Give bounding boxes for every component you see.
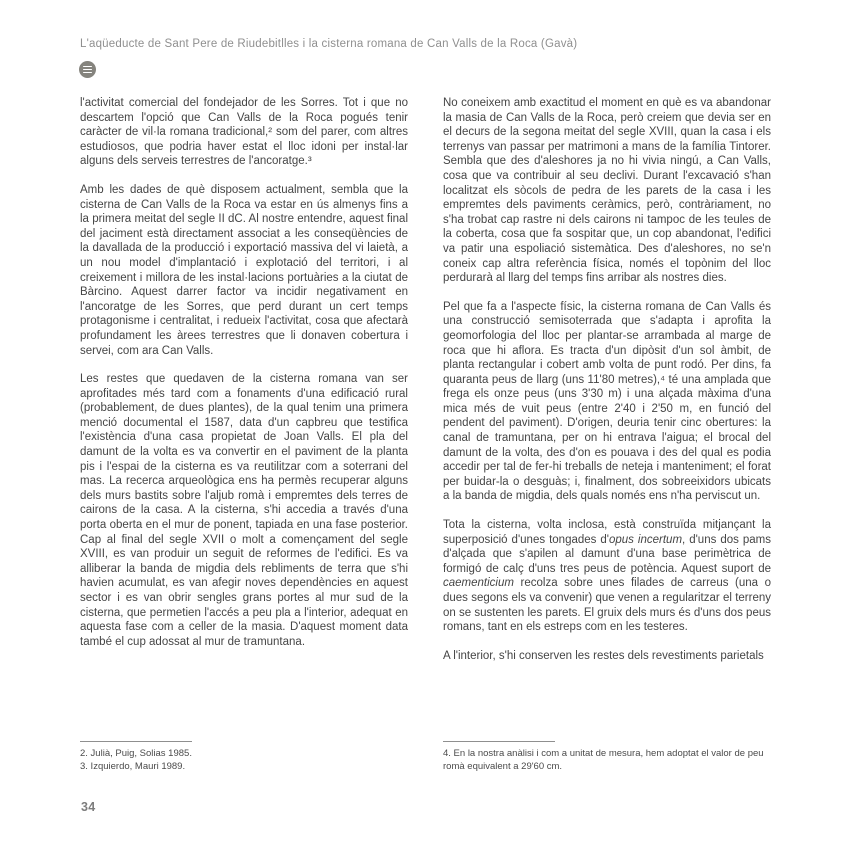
list-icon[interactable] <box>79 61 96 78</box>
paragraph <box>80 372 408 649</box>
list-icon-bar <box>83 72 92 74</box>
italic-term: opus incertum <box>609 533 683 546</box>
running-title: L'aqüeducte de Sant Pere de Riudebitlles i la cisterna romana de Can Valls de la Roca (Gavà) <box>80 38 578 50</box>
text-run: No coneixem amb exactitud el moment en què es va abandonar la masia de Can Valls de la Roca, però creiem que devia ser en el decurs de la segona meitat del segle XVIII, quan la casa i els terrenys van passar per matrimoni a mans de la família Tintorer. Sembla que des d'aleshores ja no hi vivia ningú, a Can Valls, cosa que va contribuir al seu declivi. Durant l'excavació s'han localitzat els sòcols de pedra de les parets de la casa i les empremtes dels paviments ceràmics, però, contràriament, no s'ha trobat cap rastre ni dels cairons ni tampoc de les teules de la coberta, cosa que fa sospitar que, un cop abandonat, l'edifici va patir una espoliació sistemàtica. Des d'aleshores, no se'n coneix cap altra referència física, només el topònim del lloc perdurarà al llarg del temps fins arribar als nostres dies. <box>443 97 771 285</box>
paragraph <box>443 518 771 635</box>
italic-term: caementicium <box>443 577 514 590</box>
text-run: Les restes que quedaven de la cisterna romana van ser aprofitades més tard com a fonaments d'una edificació rural (probablement, de dues plantes), de la qual tenim una primera menció documental el 1587, data d'un capbreu que testifica l'existència d'una casa propietat de Joan Valls. El pla del damunt de la volta es va convertir en el paviment de la planta pis i l'espai de la cisterna es va reutilitzar com a soterrani del mas. La recerca arqueològica ens ha permès recuperar alguns dels murs bastits sobre l'aljub romà i empremtes dels terres de cairons de la casa. A la cisterna, s'hi accedia a través d'una porta oberta en el mur de ponent, tapiada en una fase posterior. Cap al final del segle XVII o molt a començament del segle XVIII, es van produir un seguit de reformes de l'edifici. Es va alliberar la banda de migdia dels rebliments de terra que s'hi havien acumulat, es van afegir noves dependències en aquest sector i es van obrir sengles grans portes al mur sud de la cisterna, que permetien l'accés a peu pla a l'interior, adequat en aquesta fase com a celler de la masia. D'aquest moment data també el cup adossat al mur de tramuntana. <box>80 373 408 648</box>
footnote-lines <box>443 748 771 773</box>
text-run: A l'interior, s'hi conserven les restes dels revestiments parietals <box>443 649 764 662</box>
column-right <box>443 96 771 663</box>
text-run: Pel que fa a l'aspecte físic, la cisterna romana de Can Valls és una construcció semisoterrada que s'adapta i aprofita la geomorfologia del lloc per plantar-se arrambada al marge de roca que hi aflora. Es tracta d'un dipòsit d'un sol àmbit, de planta rectangular i cobert amb volta de punt rodó. Per dins, fa quaranta peus de llarg (uns 11'80 metres),⁴ té una amplada que frega els onze peus (uns 3'30 m) i una alçada màxima d'una mica més de vuit peus (entre 2'40 i 2'50 m, en funció del pendent del paviment). D'origen, deuria tenir cinc obertures: la canal de tramuntana, per on hi entrava l'aigua; el brocal del damunt de la volta, des d'on es pouava i des del qual es podia accedir per tal de fer-hi treballs de neteja i manteniment; el forat per buidar-la o desguàs; i, finalment, dos sobreeixidors ubicats a la banda de migdia, dels quals només ens n'ha perviscut un. <box>443 300 771 503</box>
text-run: Amb les dades de què disposem actualment, sembla que la cisterna de Can Valls de la Roca va estar en ús almenys fins a la primera meitat del segle II dC. Al nostre entendre, aquest final del jaciment està directament associat a les conseqüències de la davallada de la producció i exportació massiva del vi laietà, a un nou model d'implantació i explotació del territori, i al creixement i millora de les instal·lacions portuàries a la ciutat de Bàrcino. Aquest darrer factor va incidir negativament en l'ancoratge de les Sorres, que perd durant un cert temps protagonisme i centralitat, i redueix l'activitat, cosa que afectarà profundament les àrees terrestres que li donaven cobertura i servei, com ara Can Valls. <box>80 183 408 357</box>
paragraph <box>443 96 771 286</box>
text-run: , d'uns dos pams d'alçada que s'apilen al damunt d'una base perimètrica de formigó de calç d'uns tres peus de potència. Aquest suport de <box>443 533 772 575</box>
footnote-rule <box>443 741 555 742</box>
page-number: 34 <box>81 800 96 814</box>
paragraph <box>443 649 771 664</box>
paragraph <box>443 300 771 504</box>
footnote: 4. En la nostra anàlisi i com a unitat de mesura, hem adoptat el valor de peu romà equivalent a 29'60 cm. <box>443 748 764 772</box>
text-run: Tota la cisterna, volta inclosa, està construïda mitjançant la superposició d'unes tongades d' <box>443 519 771 546</box>
footnotes <box>80 741 771 773</box>
paragraph <box>80 183 408 358</box>
list-icon-bar <box>83 69 92 71</box>
article-body <box>80 96 771 663</box>
text-run: recolza sobre unes filades de carreus (una o dues segons els va convenir) que venen a regularitzar el terreny on se sustenten les parets. El gruix dels murs és d'uns dos peus romans, tant en els estreps com en les testeres. <box>443 577 771 634</box>
footnote: 2. Julià, Puig, Solias 1985. <box>80 748 192 759</box>
list-icon-bar <box>83 66 92 68</box>
column-left <box>80 96 408 663</box>
footnote-lines <box>80 748 408 773</box>
paragraph <box>80 96 408 169</box>
text-run: l'activitat comercial del fondejador de les Sorres. Tot i que no descartem l'opció que Can Valls de la Roca pogués tenir caràcter de vil·la romana tradicional,² som del parer, com altres estudiosos, que podria haver estat el lloc idoni per instal·lar alguns dels serveis terrestres de l'ancoratge.³ <box>80 97 408 168</box>
footnotes-right <box>443 741 771 773</box>
footnote: 3. Izquierdo, Mauri 1989. <box>80 760 186 772</box>
footnote-rule <box>80 741 192 742</box>
footnotes-left <box>80 741 408 773</box>
